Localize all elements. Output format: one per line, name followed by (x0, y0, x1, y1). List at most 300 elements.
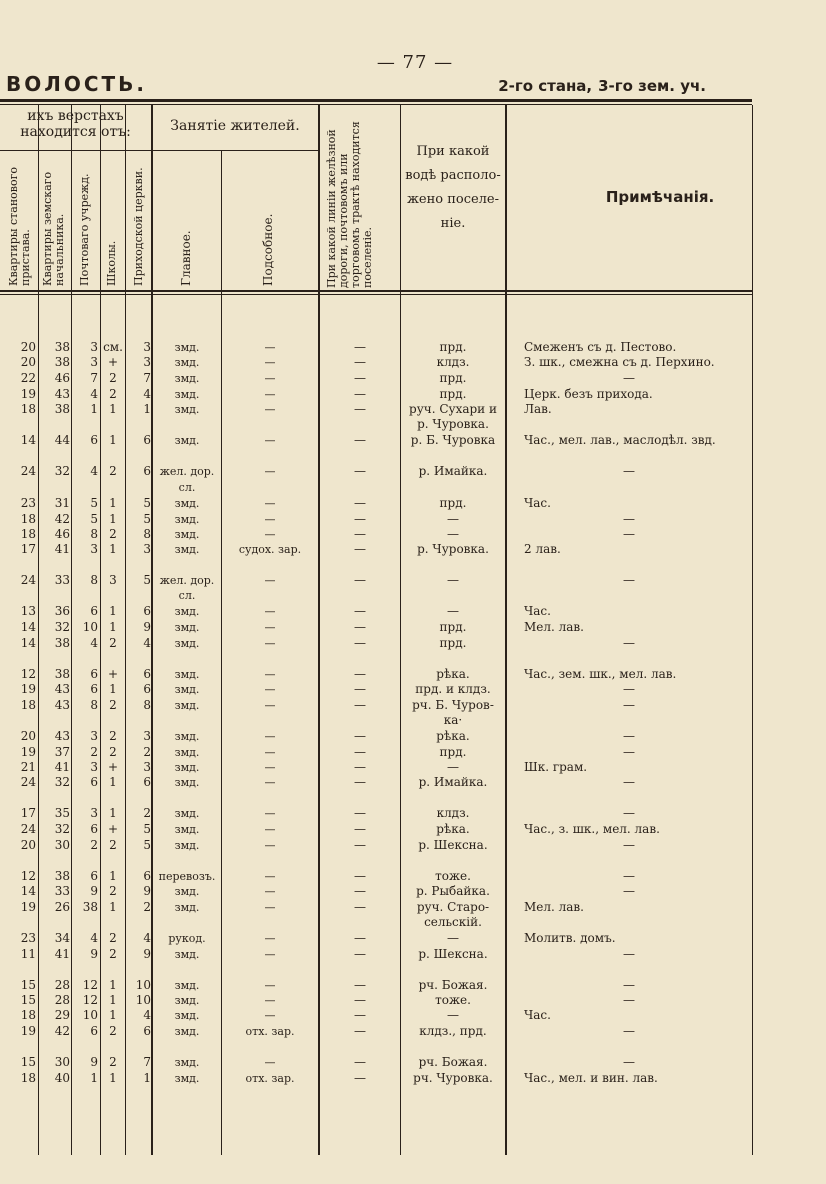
table-row (0, 884, 826, 899)
occupation-subrule (152, 150, 318, 151)
cell-c5: 10 (135, 978, 151, 992)
cell-c1: 20 (20, 729, 36, 743)
cell-c1: 23 (20, 496, 36, 510)
cell-c7: — (264, 434, 276, 447)
cell-c2: 36 (54, 604, 70, 618)
cell-c1: 18 (20, 527, 36, 541)
col-doroga-header: При какой линіи желѣзной дороги, почтовомъ или торговомъ трактѣ находится поселеніе. (325, 121, 374, 288)
cell-c6: змд. (174, 823, 200, 836)
cell-c6: жел. дор. (159, 574, 215, 587)
cell-c1: 24 (20, 464, 36, 478)
cell-c4: 2 (109, 371, 117, 385)
cell-c3: 6 (90, 1024, 98, 1038)
cell-c9: р. Чуровка. (417, 417, 489, 431)
table-row (0, 387, 826, 402)
cell-c4: 1 (109, 512, 117, 526)
cell-c3: 6 (90, 604, 98, 618)
cell-c3: 3 (90, 355, 98, 369)
cell-c9: прд. (439, 636, 467, 650)
cell-c10: Шк. грам. (524, 760, 588, 774)
cell-c7: отх. зар. (245, 1072, 295, 1085)
cell-c2: 38 (54, 869, 70, 883)
table-row (0, 433, 826, 448)
cell-c5: 6 (143, 433, 151, 447)
cell-c3: 6 (90, 775, 98, 789)
cell-c9: рч. Чуровка. (413, 1071, 493, 1085)
cell-c1: 20 (20, 340, 36, 354)
cell-c2: 31 (54, 496, 70, 510)
cell-c9: рч. Божая. (418, 1055, 488, 1069)
cell-c7: отх. зар. (245, 1025, 295, 1038)
cell-c1: 18 (20, 698, 36, 712)
cell-c2: 28 (54, 993, 70, 1007)
cell-c2: 42 (54, 512, 70, 526)
cell-c1: 11 (20, 947, 36, 961)
cell-c5: 5 (143, 822, 151, 836)
cell-c3: 12 (82, 993, 98, 1007)
cell-c4: 1 (109, 978, 117, 992)
cell-c6: змд. (174, 434, 200, 447)
cell-c9: р. Шексна. (418, 947, 488, 961)
cell-c5: 7 (143, 371, 151, 385)
cell-c5: 2 (143, 745, 151, 759)
cell-c10: — (623, 573, 635, 587)
group-distance-header: ихъ верстахъ находится отъ: (20, 108, 131, 140)
col-pochta-header: Почтоваго учрежд. (78, 173, 91, 286)
cell-c2: 43 (54, 682, 70, 696)
cell-c4: + (107, 667, 119, 681)
cell-c2: 37 (54, 745, 70, 759)
cell-c2: 32 (54, 822, 70, 836)
cell-c1: 19 (20, 745, 36, 759)
cell-c8: — (354, 527, 366, 541)
cell-c1: 24 (20, 775, 36, 789)
cell-c10: — (623, 993, 635, 1007)
cell-c10: 2 лав. (524, 542, 561, 556)
cell-c10: — (623, 512, 635, 526)
cell-c8: — (354, 900, 366, 914)
cell-c4: 1 (109, 542, 117, 556)
cell-c7: — (264, 403, 276, 416)
cell-c3: 9 (90, 1055, 98, 1069)
table-row (0, 978, 826, 993)
cell-c3: 2 (90, 745, 98, 759)
cell-c1: 21 (20, 760, 36, 774)
cell-c10: Смеженъ съ д. Пестово. (524, 340, 677, 354)
cell-c4: 1 (109, 402, 117, 416)
table-row (0, 760, 826, 775)
cell-c5: 6 (143, 604, 151, 618)
table-row (0, 1055, 826, 1070)
cell-c7: — (264, 730, 276, 743)
col-shkoly-header: Школы. (105, 240, 118, 286)
table-row (0, 1024, 826, 1039)
cell-c7: — (264, 605, 276, 618)
cell-c7: — (264, 621, 276, 634)
cell-c6: змд. (174, 388, 200, 401)
cell-c4: 1 (109, 869, 117, 883)
cell-c3: 3 (90, 806, 98, 820)
cell-c9: рѣка. (436, 667, 470, 681)
cell-c5: 4 (143, 1008, 151, 1022)
cell-c5: 6 (143, 667, 151, 681)
cell-c5: 6 (143, 682, 151, 696)
cell-c3: 3 (90, 542, 98, 556)
cell-c6: перевозъ. (158, 870, 216, 883)
table-row (0, 993, 826, 1008)
cell-c6: змд. (174, 528, 200, 541)
cell-c9: прд. (439, 371, 467, 385)
cell-c4: 1 (109, 806, 117, 820)
cell-c7: — (264, 885, 276, 898)
cell-c1: 17 (20, 542, 36, 556)
cell-c8: — (354, 355, 366, 369)
cell-c7: — (264, 341, 276, 354)
cell-c10: Час., з. шк., мел. лав. (524, 822, 660, 836)
cell-c3: 9 (90, 947, 98, 961)
cell-c1: 24 (20, 822, 36, 836)
cell-c3: 4 (90, 636, 98, 650)
page-number: — 77 — (376, 52, 454, 73)
cell-c4: 1 (109, 993, 117, 1007)
cell-c4: 2 (109, 1024, 117, 1038)
cell-c3: 4 (90, 931, 98, 945)
cell-c1: 14 (20, 636, 36, 650)
cell-c1: 12 (20, 869, 36, 883)
cell-c8: — (354, 573, 366, 587)
cell-c5: 9 (143, 884, 151, 898)
cell-c8: — (354, 806, 366, 820)
cell-c6: змд. (174, 994, 200, 1007)
cell-c9: р. Шексна. (418, 838, 488, 852)
cell-c5: 8 (143, 527, 151, 541)
col-primechaniya-header: Примѣчанія. (605, 188, 715, 206)
table-row (0, 838, 826, 853)
cell-c6: змд. (174, 497, 200, 510)
cell-c7: — (264, 807, 276, 820)
cell-c2: 43 (54, 387, 70, 401)
cell-c4: 1 (109, 775, 117, 789)
cell-c2: 28 (54, 978, 70, 992)
cell-c10: — (623, 806, 635, 820)
cell-c6: змд. (174, 1072, 200, 1085)
cell-c6: змд. (174, 637, 200, 650)
cell-c7: — (264, 979, 276, 992)
cell-c4: см. (103, 340, 123, 354)
cell-c2: 43 (54, 698, 70, 712)
table-row (0, 636, 826, 651)
cell-c8: — (354, 620, 366, 634)
cell-c3: 5 (90, 496, 98, 510)
table-row (0, 900, 826, 915)
cell-c9: — (447, 1008, 459, 1022)
cell-c1: 18 (20, 402, 36, 416)
cell-c2: 41 (54, 947, 70, 961)
cell-c8: — (354, 682, 366, 696)
table-row (0, 667, 826, 682)
cell-c1: 14 (20, 620, 36, 634)
header-bottom-rule-thin (0, 294, 752, 295)
cell-c5: 6 (143, 869, 151, 883)
stan-label: 2-го стана, (498, 77, 593, 95)
table-row (0, 869, 826, 884)
cell-c1: 20 (20, 355, 36, 369)
cell-c9: рч. Божая. (418, 978, 488, 992)
cell-c4: 2 (109, 838, 117, 852)
cell-c7: — (264, 388, 276, 401)
cell-c5: 4 (143, 387, 151, 401)
cell-c4: 1 (109, 900, 117, 914)
cell-c7: — (264, 761, 276, 774)
cell-c10: Час. (524, 1008, 551, 1022)
cell-c6: змд. (174, 839, 200, 852)
cell-c7: — (264, 932, 276, 945)
cell-c5: 5 (143, 512, 151, 526)
cell-c7: — (264, 823, 276, 836)
cell-c10: Час. (524, 496, 551, 510)
table-row (0, 713, 826, 728)
col-zemsky-header: Квартиры земскаго начальника. (41, 171, 66, 286)
cell-c3: 6 (90, 822, 98, 836)
cell-c1: 19 (20, 900, 36, 914)
cell-c9: прд. (439, 496, 467, 510)
cell-c2: 41 (54, 542, 70, 556)
cell-c6: змд. (174, 1056, 200, 1069)
cell-c10: — (623, 775, 635, 789)
cell-c7: — (264, 1009, 276, 1022)
cell-c2: 34 (54, 931, 70, 945)
col-voda-header: При какой водѣ расположено поселеніе. (405, 144, 501, 231)
cell-c9: — (447, 931, 459, 945)
table-row (0, 822, 826, 837)
cell-c2: 43 (54, 729, 70, 743)
cell-c4: 1 (109, 1008, 117, 1022)
cell-c10: — (623, 636, 635, 650)
cell-c6: змд. (174, 372, 200, 385)
cell-c10: — (623, 745, 635, 759)
cell-c2: 32 (54, 464, 70, 478)
cell-c8: — (354, 884, 366, 898)
cell-c4: 2 (109, 698, 117, 712)
cell-c7: — (264, 356, 276, 369)
cell-c10: Час., мел. и вин. лав. (524, 1071, 658, 1085)
cell-c6: змд. (174, 543, 200, 556)
cell-c3: 9 (90, 884, 98, 898)
cell-c9: р. Имайка. (418, 775, 488, 789)
cell-c1: 19 (20, 1024, 36, 1038)
cell-c4: 3 (109, 573, 117, 587)
table-row (0, 464, 826, 479)
cell-c6: змд. (174, 901, 200, 914)
cell-c2: 30 (54, 1055, 70, 1069)
cell-c8: — (354, 542, 366, 556)
cell-c8: — (354, 340, 366, 354)
cell-c6: змд. (174, 699, 200, 712)
cell-c5: 5 (143, 496, 151, 510)
cell-c4: 2 (109, 745, 117, 759)
cell-c4: 2 (109, 1055, 117, 1069)
cell-c3: 6 (90, 869, 98, 883)
cell-c7: — (264, 372, 276, 385)
cell-c4: 2 (109, 931, 117, 945)
cell-c3: 6 (90, 667, 98, 681)
cell-c5: 9 (143, 947, 151, 961)
cell-c3: 3 (90, 729, 98, 743)
cell-c1: 24 (20, 573, 36, 587)
cell-c1: 22 (20, 371, 36, 385)
cell-c6: змд. (174, 513, 200, 526)
cell-c1: 20 (20, 838, 36, 852)
table-row (0, 915, 826, 930)
cell-c4: 2 (109, 636, 117, 650)
cell-c1: 18 (20, 1071, 36, 1085)
cell-c2: 38 (54, 340, 70, 354)
cell-c4: 2 (109, 729, 117, 743)
cell-c5: 3 (143, 729, 151, 743)
cell-c8: — (354, 775, 366, 789)
cell-c6: змд. (174, 776, 200, 789)
cell-c7: — (264, 637, 276, 650)
cell-c5: 1 (143, 402, 151, 416)
cell-c1: 23 (20, 931, 36, 945)
cell-c7: — (264, 683, 276, 696)
cell-c1: 13 (20, 604, 36, 618)
cell-c2: 32 (54, 620, 70, 634)
cell-c8: — (354, 947, 366, 961)
cell-c6: змд. (174, 683, 200, 696)
table-row (0, 340, 826, 355)
cell-c5: 7 (143, 1055, 151, 1069)
cell-c10: Молитв. домъ. (524, 931, 616, 945)
cell-c2: 41 (54, 760, 70, 774)
cell-c8: — (354, 636, 366, 650)
cell-c2: 32 (54, 775, 70, 789)
cell-c10: — (623, 884, 635, 898)
cell-c3: 5 (90, 512, 98, 526)
cell-c3: 7 (90, 371, 98, 385)
cell-c8: — (354, 604, 366, 618)
cell-c9: клдз. (436, 355, 470, 369)
col-glavnoe-header: Главное. (179, 230, 193, 286)
cell-c7: — (264, 668, 276, 681)
uchastok-label: 3-го зем. уч. (598, 77, 706, 95)
cell-c1: 15 (20, 978, 36, 992)
cell-c3: 4 (90, 464, 98, 478)
col-tserkov-header: Приходской церкви. (132, 167, 145, 286)
table-row (0, 698, 826, 713)
header-bottom-rule (0, 290, 752, 292)
cell-c8: — (354, 698, 366, 712)
table-row (0, 480, 826, 495)
cell-c7: — (264, 839, 276, 852)
cell-c2: 33 (54, 573, 70, 587)
cell-c5: 3 (143, 355, 151, 369)
cell-c2: 38 (54, 667, 70, 681)
cell-c7: — (264, 746, 276, 759)
table-row (0, 371, 826, 386)
cell-c4: 1 (109, 496, 117, 510)
cell-c6: змд. (174, 948, 200, 961)
table-row (0, 1008, 826, 1023)
cell-c8: — (354, 512, 366, 526)
cell-c5: 2 (143, 806, 151, 820)
cell-c6: змд. (174, 730, 200, 743)
cell-c3: 1 (90, 402, 98, 416)
cell-c9: прд. (439, 745, 467, 759)
table-row (0, 620, 826, 635)
cell-c7: — (264, 574, 276, 587)
cell-c5: 3 (143, 542, 151, 556)
cell-c3: 3 (90, 340, 98, 354)
cell-c8: — (354, 371, 366, 385)
cell-c3: 6 (90, 682, 98, 696)
cell-c6: змд. (174, 356, 200, 369)
table-row (0, 355, 826, 370)
cell-c9: тоже. (435, 869, 471, 883)
cell-c9: рѣка. (436, 729, 470, 743)
cell-c2: 44 (54, 433, 70, 447)
cell-c6: змд. (174, 746, 200, 759)
cell-c8: — (354, 1055, 366, 1069)
cell-c8: — (354, 667, 366, 681)
col-podsobnoe-header: Подсобное. (261, 213, 275, 286)
cell-c2: 38 (54, 636, 70, 650)
cell-c8: — (354, 760, 366, 774)
cell-c5: 6 (143, 775, 151, 789)
cell-c5: 4 (143, 636, 151, 650)
cell-c5: 3 (143, 760, 151, 774)
cell-c8: — (354, 1024, 366, 1038)
cell-c5: 5 (143, 573, 151, 587)
cell-c1: 18 (20, 1008, 36, 1022)
cell-c3: 2 (90, 838, 98, 852)
cell-c5: 10 (135, 993, 151, 1007)
cell-c8: — (354, 402, 366, 416)
cell-c2: 29 (54, 1008, 70, 1022)
cell-c2: 42 (54, 1024, 70, 1038)
cell-c10: З. шк., смежна съ д. Перхино. (524, 355, 715, 369)
cell-c1: 12 (20, 667, 36, 681)
cell-c2: 38 (54, 402, 70, 416)
cell-c8: — (354, 869, 366, 883)
cell-c6: змд. (174, 807, 200, 820)
table-row (0, 588, 826, 603)
cell-c9: — (447, 760, 459, 774)
cell-c1: 17 (20, 806, 36, 820)
table-row (0, 806, 826, 821)
table-row (0, 775, 826, 790)
cell-c4: 2 (109, 527, 117, 541)
table-row (0, 573, 826, 588)
table-row (0, 604, 826, 619)
cell-c9: — (447, 604, 459, 618)
cell-c7: — (264, 699, 276, 712)
table-row (0, 682, 826, 697)
cell-c10: — (623, 947, 635, 961)
cell-c8: — (354, 464, 366, 478)
cell-c10: — (623, 978, 635, 992)
cell-c5: 3 (143, 340, 151, 354)
cell-c5: 4 (143, 931, 151, 945)
table-row (0, 512, 826, 527)
cell-c4: 1 (109, 433, 117, 447)
cell-c4: 2 (109, 947, 117, 961)
cell-c7: — (264, 465, 276, 478)
cell-c6: сл. (178, 589, 196, 602)
cell-c5: 9 (143, 620, 151, 634)
cell-c10: — (623, 527, 635, 541)
cell-c10: Час. (524, 604, 551, 618)
